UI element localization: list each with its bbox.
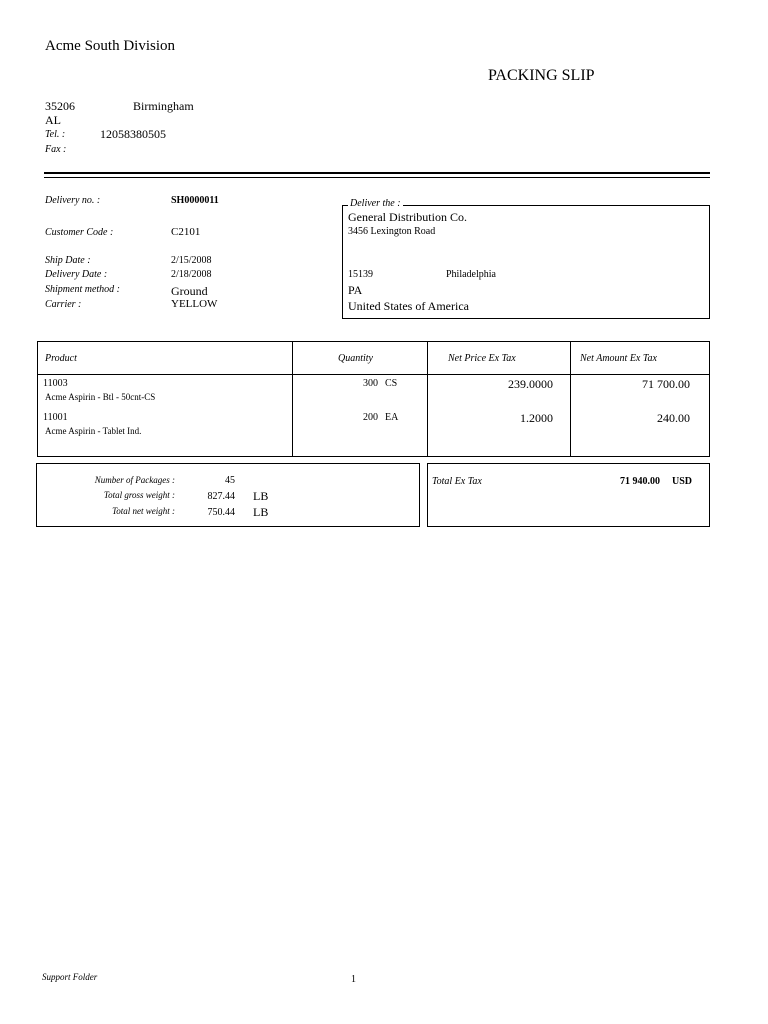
total-box [427,463,710,527]
col-header-net-price: Net Price Ex Tax [448,353,516,364]
company-zip: 35206 [45,99,75,113]
gross-weight-label: Total gross weight : [103,490,175,500]
row-qty: 300 [363,378,378,389]
deliver-to-zip: 15139 [348,269,373,280]
row-product-code: 11001 [43,412,68,423]
deliver-to-name: General Distribution Co. [348,210,467,224]
net-weight-unit: LB [253,505,269,519]
deliver-to-label: Deliver the : [350,198,401,209]
row-price: 239.0000 [508,377,553,391]
packages-value: 45 [225,475,235,486]
deliver-to-country: United States of America [348,299,469,313]
row-amount: 71 700.00 [642,377,690,391]
table-header-divider [37,374,710,375]
customer-code-value: C2101 [171,226,201,238]
footer-folder: Support Folder [42,972,98,982]
row-price: 1.2000 [520,411,553,425]
row-product-description: Acme Aspirin - Tablet Ind. [45,426,142,436]
tel-label: Tel. : [45,129,66,140]
ship-date-label: Ship Date : [45,255,91,266]
delivery-no-value: SH0000011 [171,195,219,206]
row-unit: EA [385,412,399,423]
document-title: PACKING SLIP [488,67,595,84]
shipment-method-value: Ground [171,284,208,298]
header-rule-bottom [44,177,710,178]
deliver-to-state: PA [348,283,363,297]
row-product-code: 11003 [43,378,68,389]
deliver-to-street: 3456 Lexington Road [348,226,436,237]
table-col-divider [570,341,571,457]
tel-value: 12058380505 [100,127,166,141]
col-header-quantity: Quantity [338,353,373,364]
packages-label: Number of Packages : [94,475,175,485]
row-amount: 240.00 [657,411,690,425]
company-state: AL [45,113,61,127]
table-col-divider [427,341,428,457]
col-header-product: Product [45,353,77,364]
ship-date-value: 2/15/2008 [171,255,212,266]
table-col-divider [292,341,293,457]
company-city: Birmingham [133,99,194,113]
company-name: Acme South Division [45,38,175,54]
deliver-to-city: Philadelphia [446,269,496,280]
page-number: 1 [351,974,356,985]
delivery-no-label: Delivery no. : [45,195,101,206]
gross-weight-unit: LB [253,489,269,503]
row-qty: 200 [363,412,378,423]
customer-code-label: Customer Code : [45,227,114,238]
net-weight-value: 750.44 [207,507,235,518]
delivery-date-value: 2/18/2008 [171,269,212,280]
delivery-date-label: Delivery Date : [45,269,108,280]
fax-label: Fax : [45,144,67,155]
col-header-net-amount: Net Amount Ex Tax [580,353,657,364]
total-currency: USD [672,476,693,487]
gross-weight-value: 827.44 [207,491,235,502]
shipment-method-label: Shipment method : [45,284,120,295]
carrier-label: Carrier : [45,299,82,310]
total-value: 71 940.00 [620,476,660,487]
row-unit: CS [385,378,398,389]
carrier-value: YELLOW [171,298,218,310]
net-weight-label: Total net weight : [112,506,175,516]
row-product-description: Acme Aspirin - Btl - 50cnt-CS [45,392,156,402]
header-rule-top [44,172,710,174]
total-label: Total Ex Tax [432,476,482,487]
